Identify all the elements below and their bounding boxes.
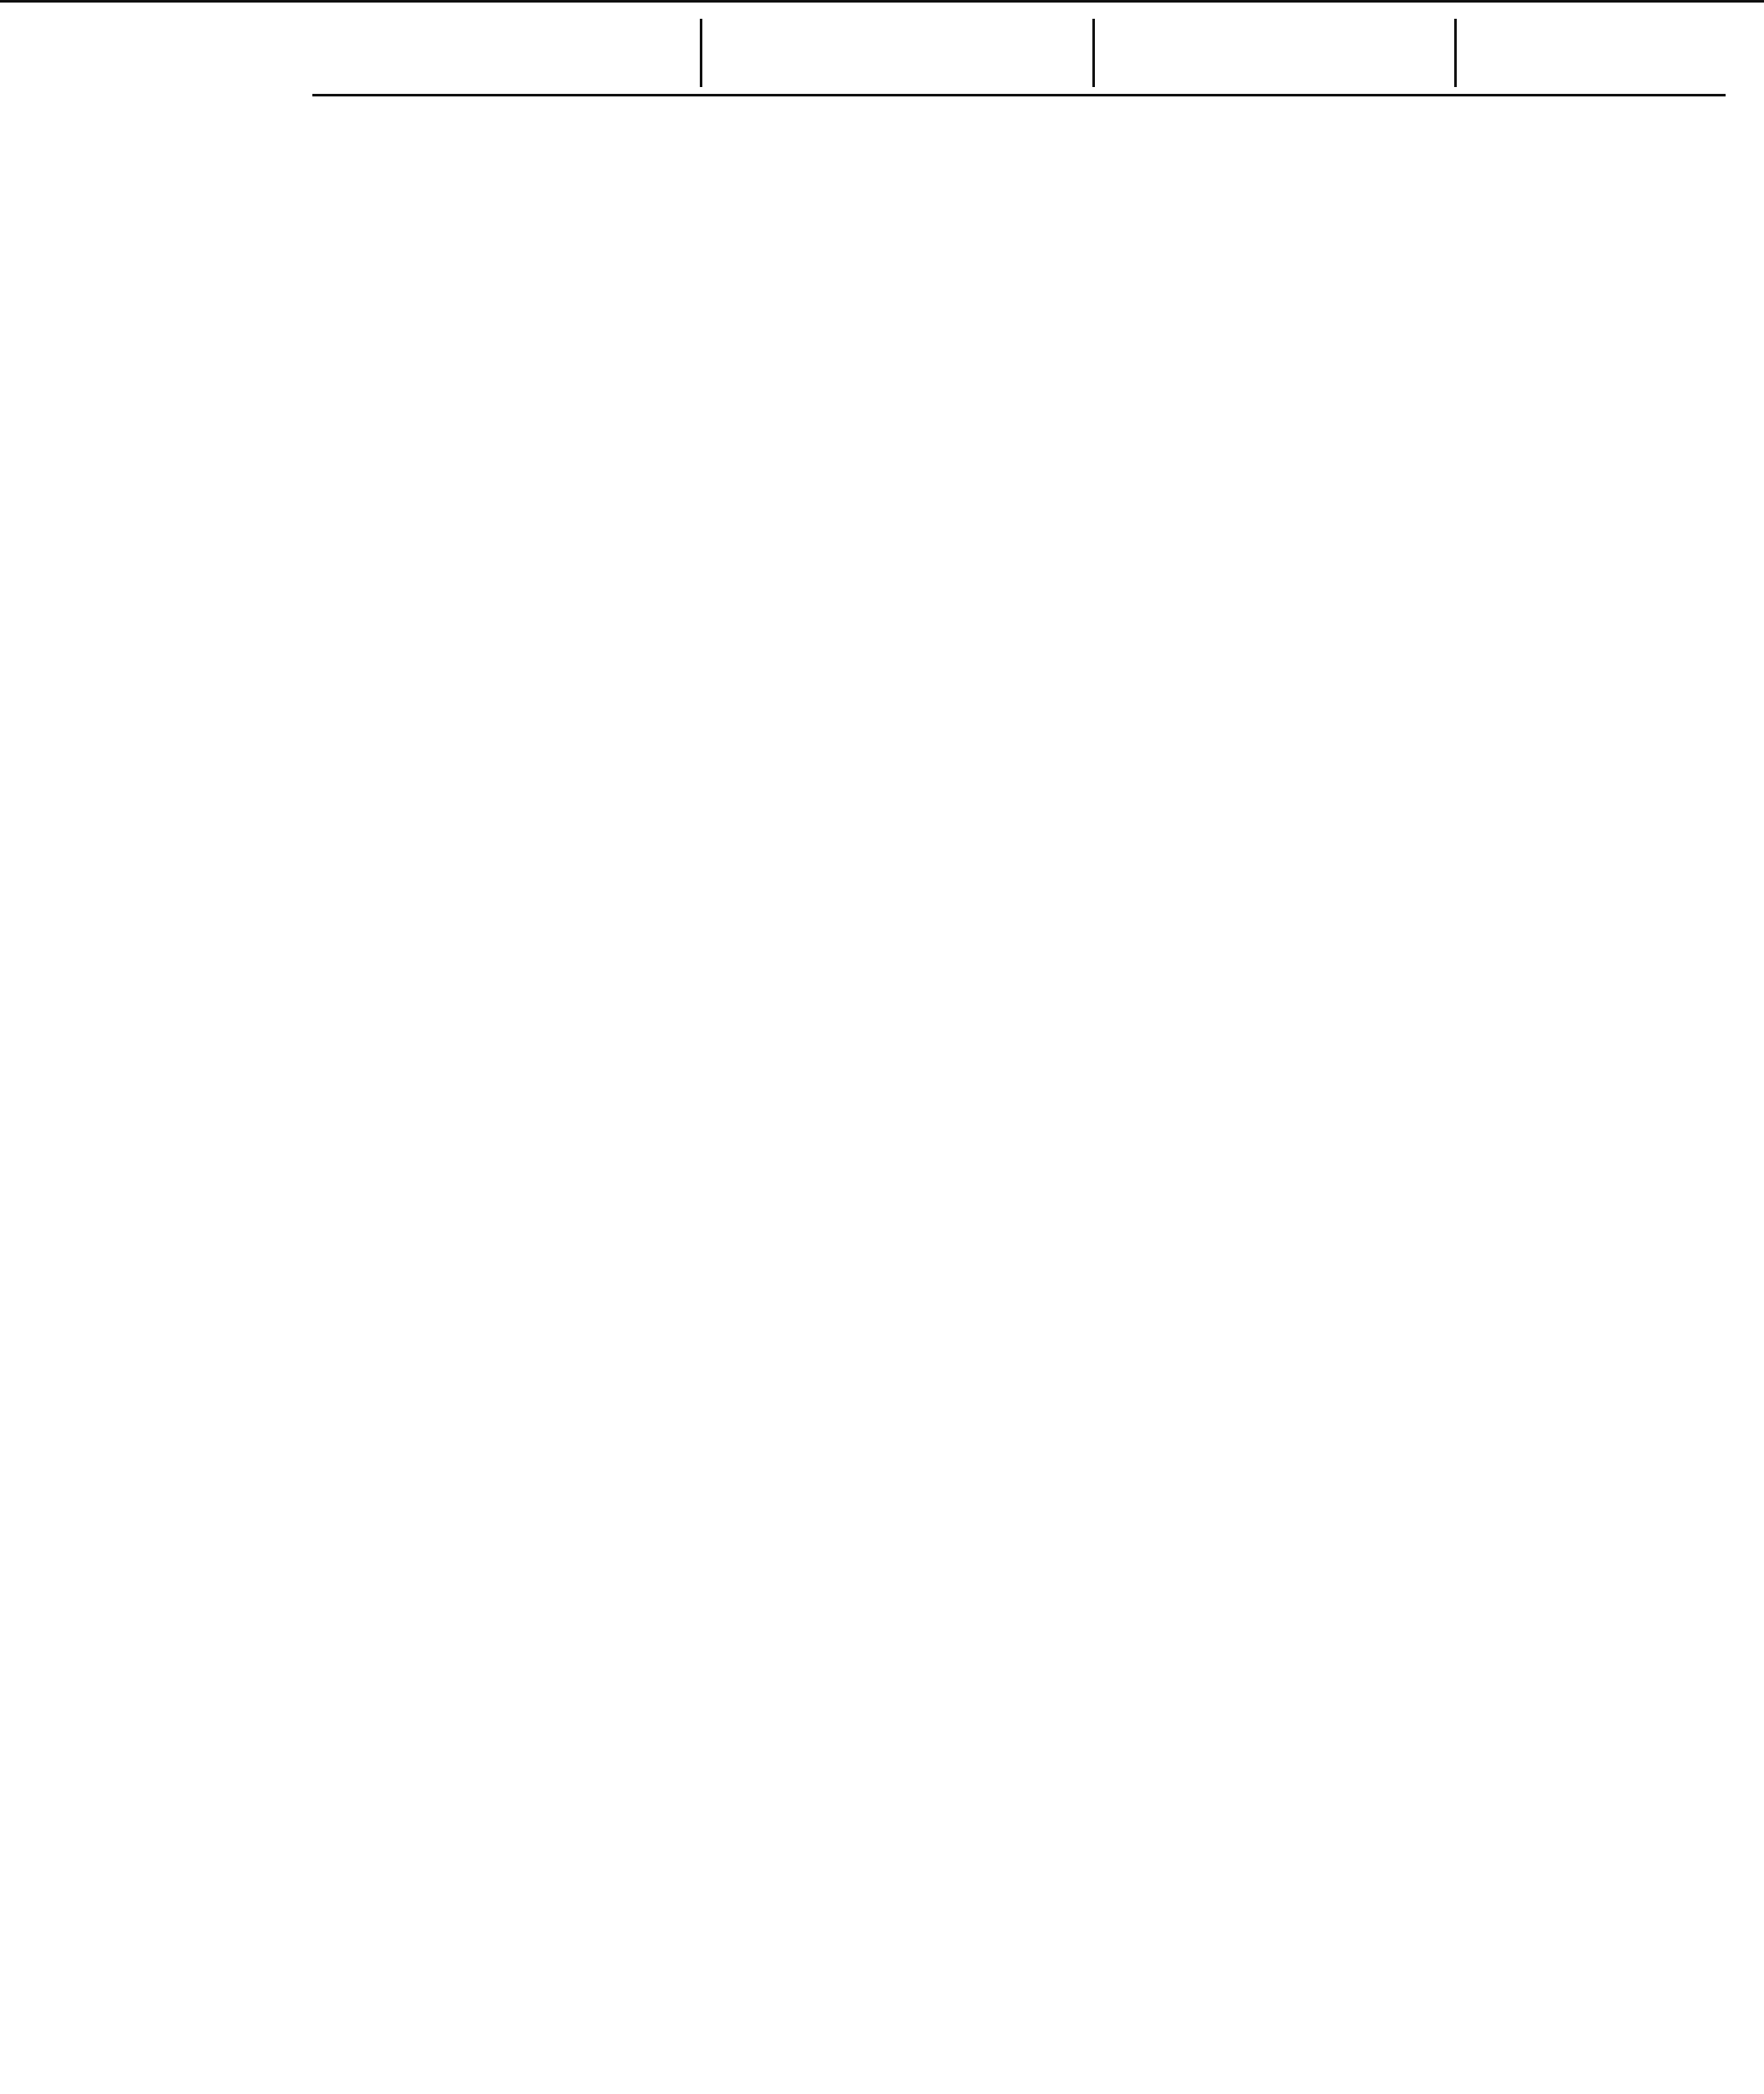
top-rule: [0, 0, 1764, 3]
header-subrule: [312, 94, 1726, 96]
header-divider: [1092, 19, 1095, 87]
header-divider: [1454, 19, 1457, 87]
header-divider: [700, 19, 702, 87]
